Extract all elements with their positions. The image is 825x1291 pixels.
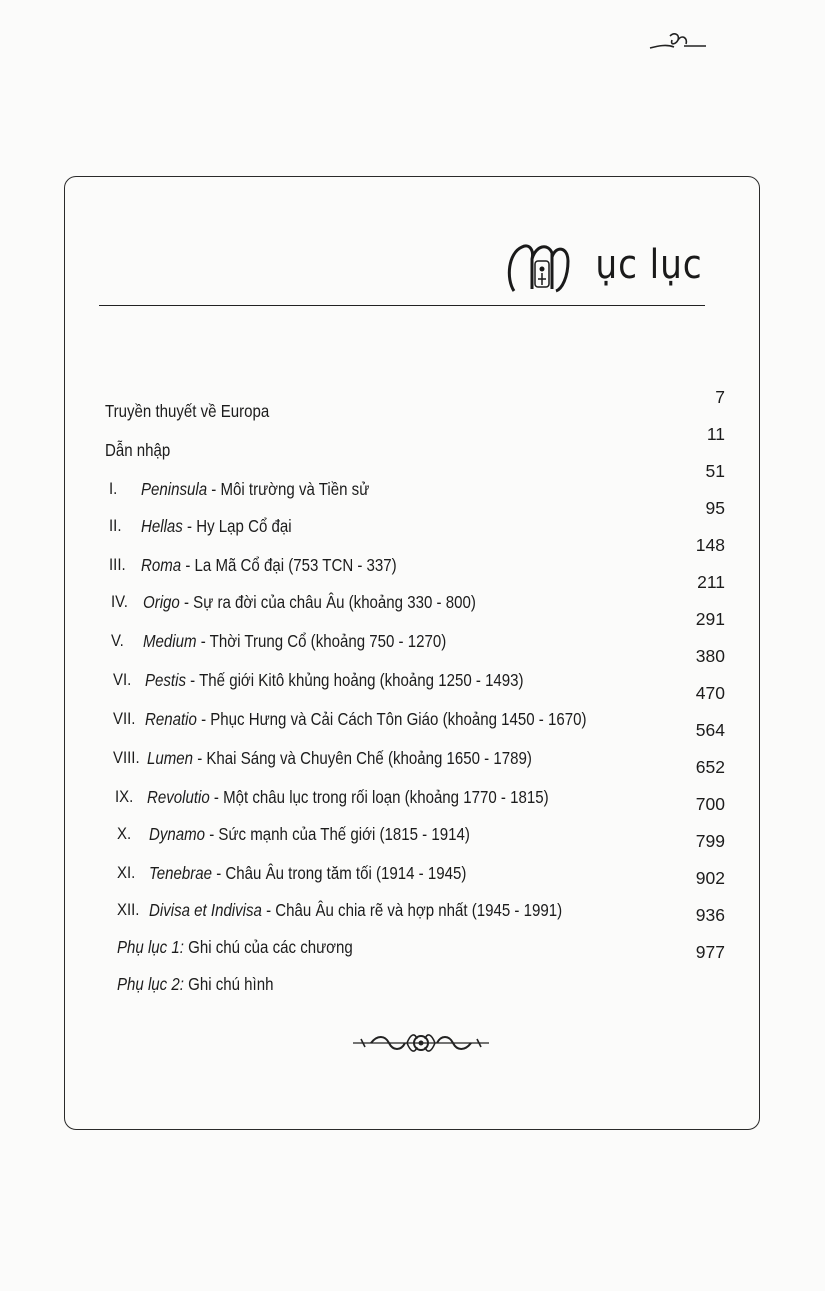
toc-frame — [64, 176, 760, 1130]
toc-entry — [105, 572, 725, 612]
chapter-number: VII. — [113, 709, 136, 728]
page-title — [578, 237, 703, 299]
chapter-description: - Khai Sáng và Chuyên Chế (khoảng 1650 - 1789) — [193, 748, 532, 768]
chapter-description: - Hy Lạp Cổ đại — [182, 516, 292, 536]
chapter-latin-name: Roma — [141, 555, 182, 575]
decorative-flourish-icon — [351, 1027, 491, 1057]
chapter-description: Dẫn nhập — [105, 440, 171, 460]
chapter-latin-name: Revolutio — [147, 787, 210, 807]
chapter-latin-name: Phụ lục 2: — [117, 974, 184, 994]
chapter-number: XI. — [117, 863, 136, 882]
chapter-number: I. — [109, 479, 118, 498]
page-number: 7 — [715, 387, 725, 407]
chapter-description: - Thời Trung Cổ (khoảng 750 - 1270) — [196, 631, 447, 651]
chapter-description: - Châu Âu chia rẽ và hợp nhất (1945 - 1991) — [261, 900, 563, 920]
title-underline — [99, 305, 705, 306]
chapter-latin-name: Dynamo — [149, 824, 206, 844]
chapter-description: - Thế giới Kitô khủng hoảng (khoảng 1250 - 1493) — [185, 670, 524, 690]
chapter-latin-name: Pestis — [145, 670, 186, 690]
chapter-description: - Châu Âu trong tăm tối (1914 - 1945) — [212, 863, 467, 883]
page-number: 148 — [695, 535, 725, 555]
toc-entry — [105, 461, 725, 499]
chapter-number: IV. — [111, 592, 128, 611]
chapter-title — [143, 592, 476, 613]
page-number: 380 — [695, 646, 725, 666]
chapter-number: II. — [109, 516, 122, 535]
page-number: 564 — [695, 720, 725, 740]
toc-entry — [105, 646, 725, 690]
chapter-latin-name: Medium — [143, 631, 197, 651]
handwritten-mark-icon — [648, 28, 708, 54]
chapter-latin-name: Divisa et Indivisa — [149, 900, 262, 920]
toc-entry — [105, 498, 725, 536]
chapter-title — [141, 555, 397, 576]
chapter-latin-name: Renatio — [145, 709, 197, 729]
page-number: 51 — [705, 461, 725, 481]
chapter-description: - Sự ra đời của châu Âu (khoảng 330 - 800) — [179, 592, 476, 612]
chapter-latin-name: Phụ lục 1: — [117, 937, 184, 957]
chapter-latin-name: Tenebrae — [149, 863, 213, 883]
chapter-number: X. — [117, 824, 132, 843]
chapter-latin-name: Peninsula — [141, 479, 208, 499]
page-number: 470 — [695, 683, 725, 703]
chapter-description: - Một châu lục trong rối loạn (khoảng 1770 - 1815) — [209, 787, 549, 807]
chapter-title — [141, 516, 292, 537]
chapter-description: - Sức mạnh của Thế giới (1815 - 1914) — [205, 824, 470, 844]
toc-entry — [105, 389, 725, 419]
page-number: 936 — [695, 905, 725, 925]
chapter-description: Ghi chú của các chương — [183, 937, 353, 957]
page-number: 977 — [695, 942, 725, 962]
chapter-latin-name: Hellas — [141, 516, 183, 536]
chapter-number: III. — [109, 555, 126, 574]
chapter-description: - Môi trường và Tiền sử — [207, 479, 370, 499]
chapter-description: - Phục Hưng và Cải Cách Tôn Giáo (khoảng 1450 - 1670) — [196, 709, 587, 729]
page-number: 652 — [695, 757, 725, 777]
chapter-number: VIII. — [113, 748, 140, 767]
toc-entry — [105, 683, 725, 729]
chapter-number: XII. — [117, 900, 140, 919]
page-number: 902 — [695, 868, 725, 888]
chapter-title — [105, 401, 269, 422]
chapter-number: IX. — [115, 787, 134, 806]
page-number: 95 — [705, 498, 725, 518]
chapter-number: VI. — [113, 670, 132, 689]
chapter-title — [141, 479, 369, 500]
chapter-description: Ghi chú hình — [183, 974, 274, 994]
toc-entry — [105, 942, 725, 994]
page-number: 799 — [695, 831, 725, 851]
toc-entry — [105, 609, 725, 651]
title-text: ục lục — [595, 242, 703, 288]
page-number: 700 — [695, 794, 725, 814]
chapter-description: - La Mã Cổ đại (753 TCN - 337) — [181, 555, 397, 575]
page-number: 11 — [706, 424, 725, 444]
chapter-title — [105, 440, 170, 461]
toc-entry — [105, 424, 725, 460]
toc-entry — [105, 535, 725, 575]
chapter-number: V. — [111, 631, 124, 650]
page-number: 211 — [697, 572, 725, 592]
chapter-latin-name: Lumen — [147, 748, 194, 768]
chapter-description: Truyền thuyết về Europa — [105, 401, 270, 421]
chapter-title — [117, 974, 273, 995]
chapter-latin-name: Origo — [143, 592, 180, 612]
ornate-initial-icon — [504, 239, 574, 295]
page-number: 291 — [695, 609, 725, 629]
